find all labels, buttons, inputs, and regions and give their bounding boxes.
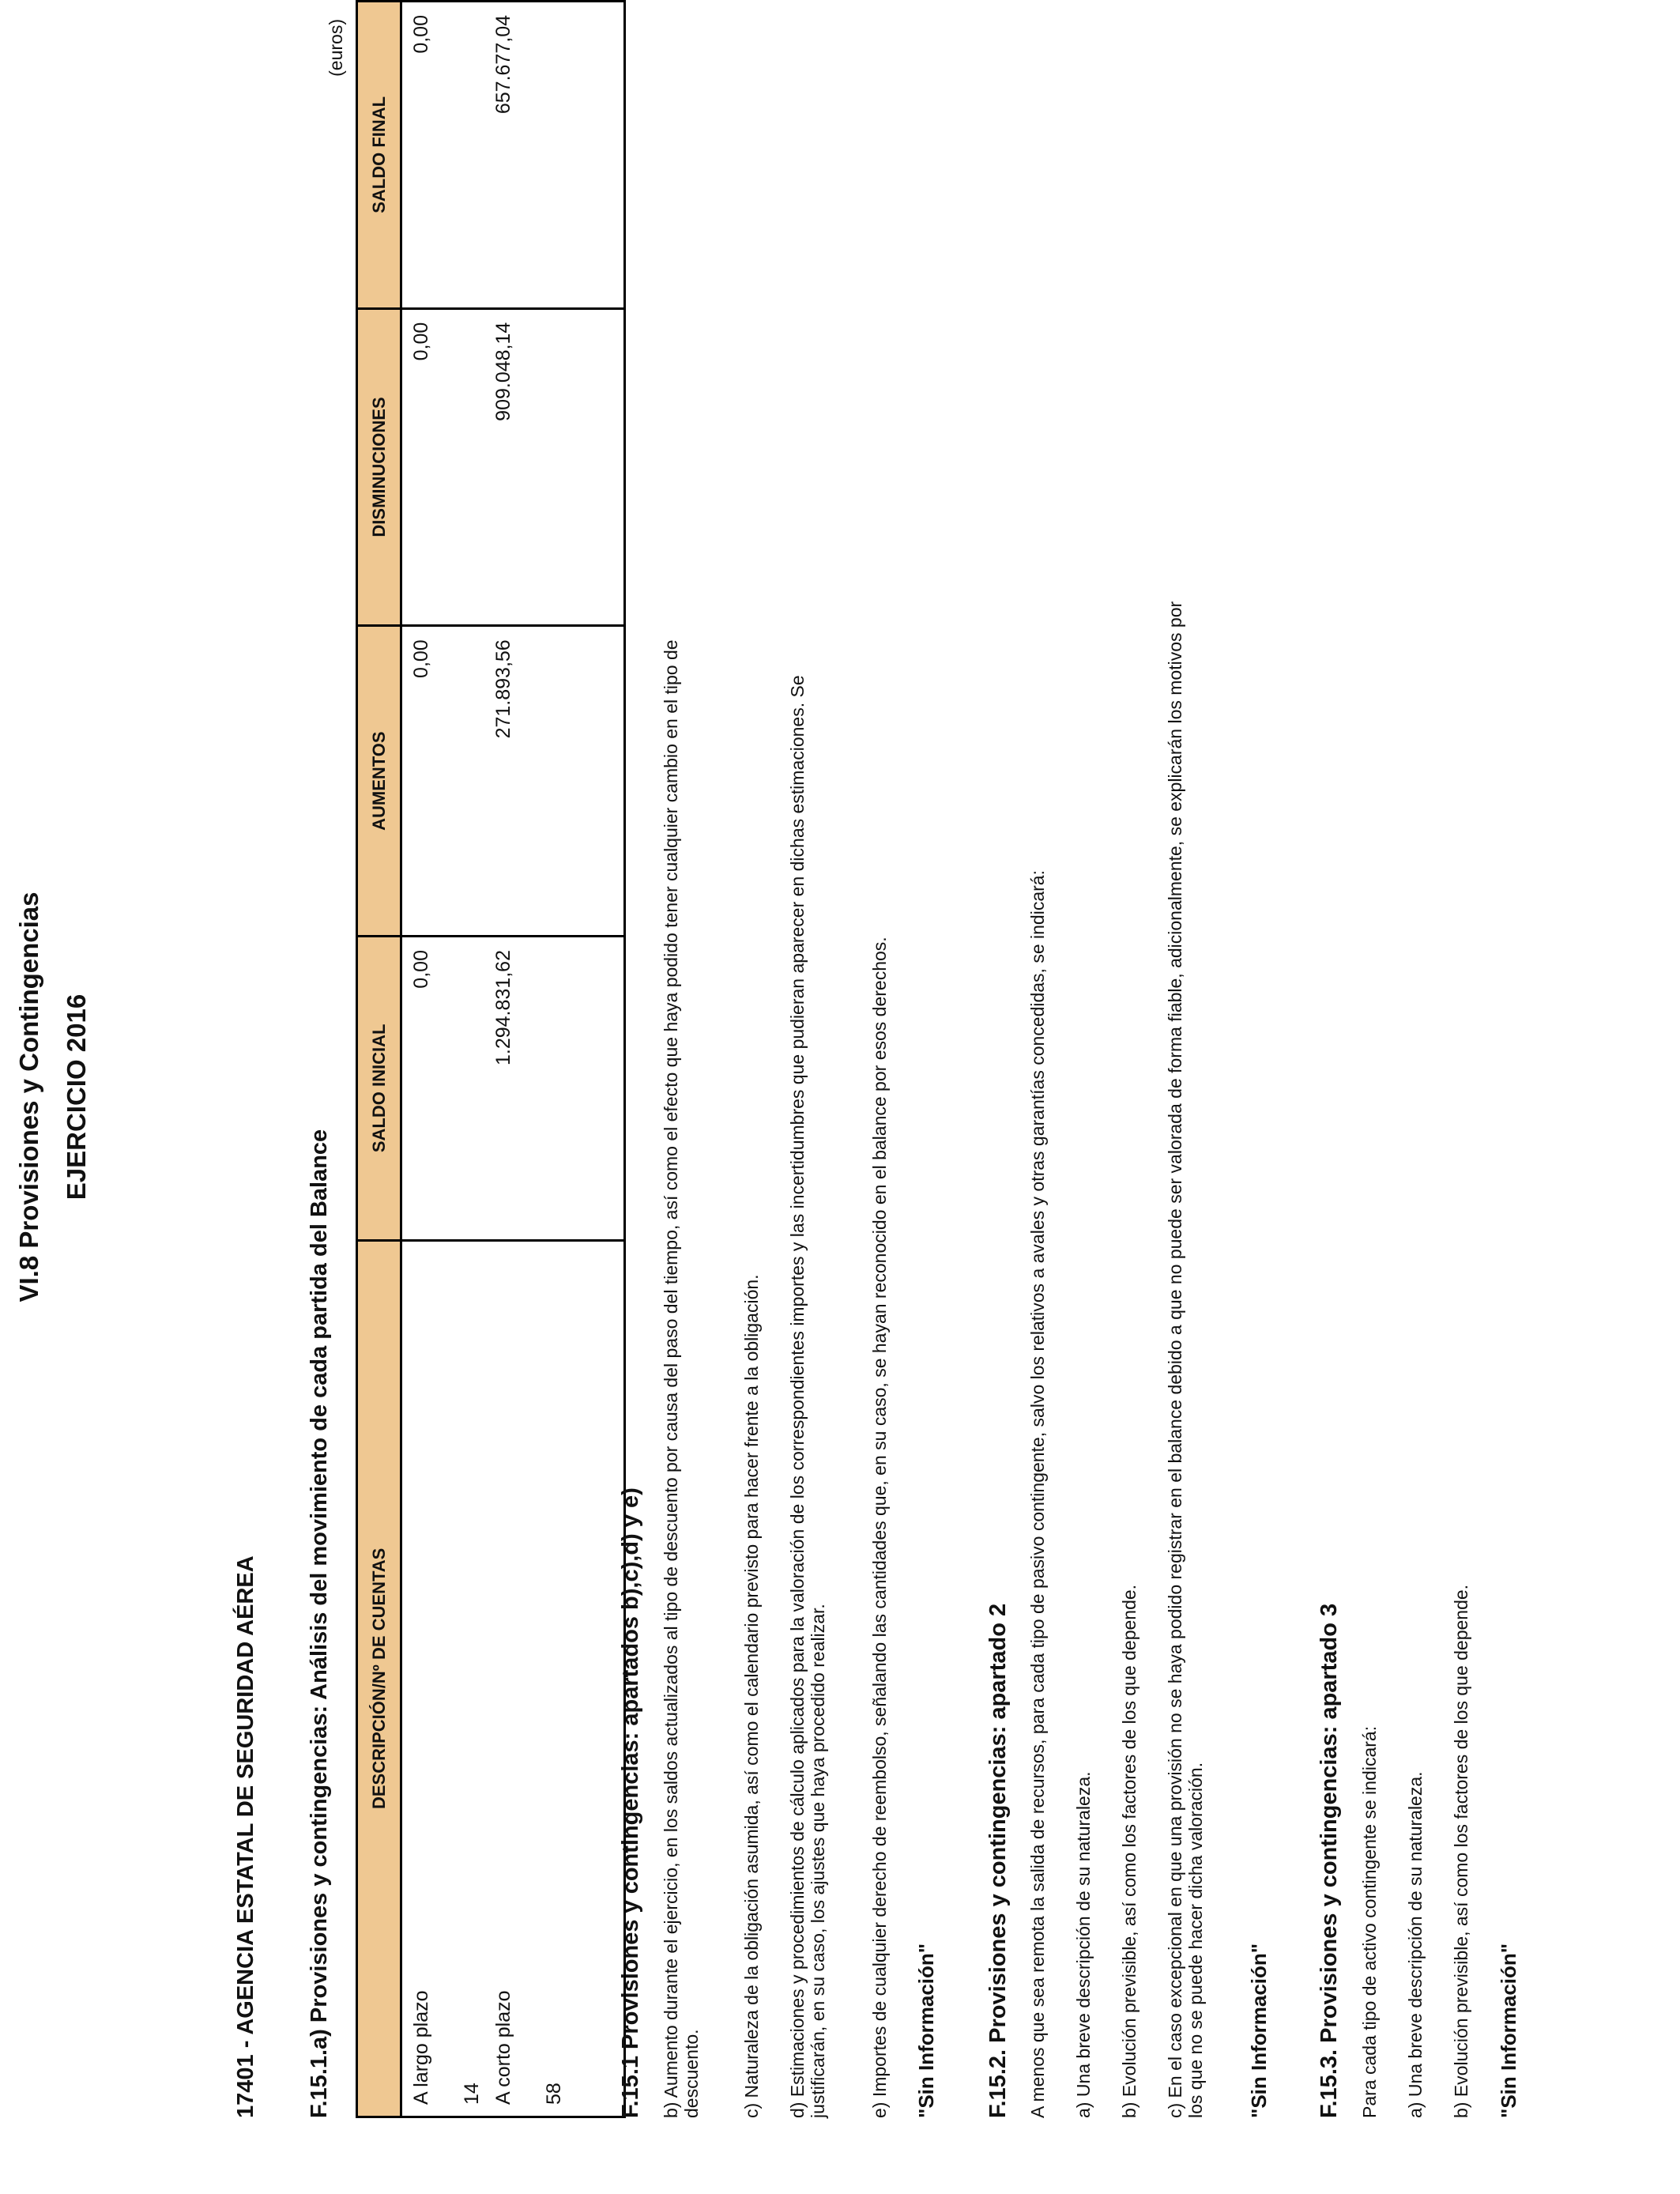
col-saldo-final: SALDO FINAL [357,2,401,309]
value: 0,00 [410,639,432,678]
section-1-d-line2: justificarán, en su caso, los ajustes que haya procedido realizar. [808,1604,828,2118]
value: 0,00 [410,950,432,989]
row-description: A corto plazo [492,1990,514,2105]
value: 657.677,04 [492,15,514,115]
section-1-no-info: "Sin Información" [914,1943,938,2118]
row-description: A largo plazo [410,1990,432,2105]
saldo-inicial-cell [401,937,625,1241]
value: 909.048,14 [492,322,514,421]
section-1-c: c) Naturaleza de la obligación asumida, así como el calendario previsto para hacer frente a la obligación. [741,1274,762,2118]
section-2-a: a) Una breve descripción de su naturaleza. [1073,1771,1094,2118]
units-label: (euros) [326,19,346,77]
section-1-heading: F.15.1 Provisiones y contingencias: apartados b),c),d) y e) [618,1487,643,2118]
section-1-d-line1: d) Estimaciones y procedimientos de cálculo aplicados para la valoración de los correspondientes importes y las incertidumbres que pudieran aparecer en dichas estimaciones. Se [787,675,808,2118]
section-3-no-info: "Sin Información" [1497,1943,1520,2118]
saldo-final-cell [401,2,625,309]
value: 1.294.831,62 [492,950,514,1065]
section-2-c-line1: c) En el caso excepcional en que una provisión no se haya podido registrar en el balance debido a que no puede ser valorada de forma fiable, adicionalmente, se explicarán los motivos por [1165,601,1185,2118]
provisions-table [356,0,626,2118]
disminuciones-cell [401,308,625,626]
section-2-intro: A menos que sea remota la salida de recursos, para cada tipo de pasivo contingente, salvo los relativos a avales y otras garantías concedidas, se indicará: [1027,870,1048,2118]
col-disminuciones: DISMINUCIONES [357,308,401,626]
col-aumentos: AUMENTOS [357,626,401,937]
row-accounts: 58 [543,2083,565,2105]
section-1-b-line2: descuento. [681,2029,702,2118]
table-row [401,2,625,2117]
section-2-b: b) Evolución previsible, así como los factores de los que depende. [1119,1584,1139,2118]
section-2-no-info: "Sin Información" [1247,1943,1271,2118]
col-saldo-inicial: SALDO INICIAL [357,937,401,1241]
table-header-row [357,2,401,2117]
page-title: VI.8 Provisiones y Contingencias [14,892,43,1302]
section-2-c-line2: los que no se puede hacer dicha valoración. [1185,1762,1206,2118]
section-1-b-line1: b) Aumento durante el ejercicio, en los saldos actualizados al tipo de descuento por causa del paso del tiempo, así como el efecto que haya podido tener cualquier cambio en el tipo de [661,639,681,2118]
value: 271.893,56 [492,639,514,739]
fiscal-year: EJERCICIO 2016 [62,993,91,1201]
section-3-intro: Para cada tipo de activo contingente se indicará: [1359,1725,1380,2118]
section-1-e: e) Importes de cualquier derecho de reembolso, señalando las cantidades que, en su caso, se hayan reconocido en el balance por esos derechos. [869,937,890,2118]
value: 0,00 [410,15,432,54]
row-accounts: 14 [461,2083,483,2105]
section-3-heading: F.15.3. Provisiones y contingencias: apartado 3 [1317,1603,1342,2118]
section-3-b: b) Evolución previsible, así como los factores de los que depende. [1451,1584,1471,2118]
entity-name: 17401 - AGENCIA ESTATAL DE SEGURIDAD AÉREA [233,1555,258,2118]
section-2-heading: F.15.2. Provisiones y contingencias: apartado 2 [985,1603,1011,2118]
section-3-a: a) Una breve descripción de su naturaleza. [1405,1771,1426,2118]
aumentos-cell [401,626,625,937]
description-cell [401,1240,625,2117]
col-descripcion: DESCRIPCIÓN/Nº DE CUENTAS [357,1240,401,2117]
table-heading: F.15.1.a) Provisiones y contingencias: Análisis del movimiento de cada partida del Balance [307,1129,332,2118]
value: 0,00 [410,322,432,361]
